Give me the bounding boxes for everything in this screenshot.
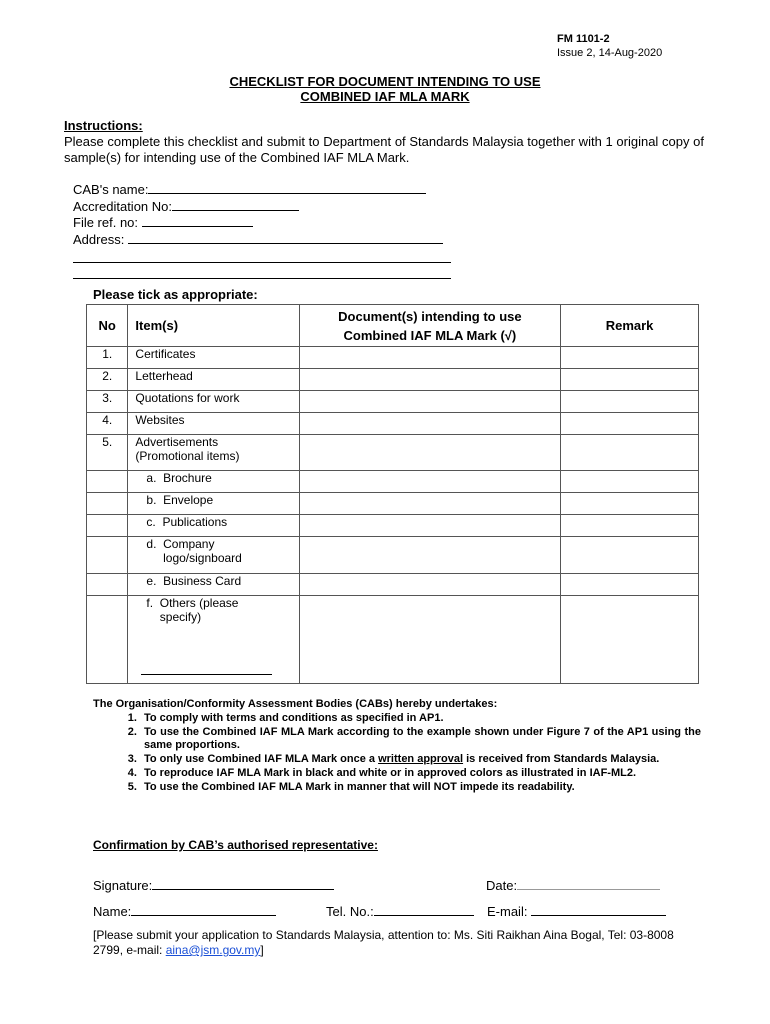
sub-item — [128, 515, 299, 537]
doc-tick-cell[interactable] — [299, 471, 561, 493]
doc-tick-cell[interactable] — [299, 574, 561, 596]
table-subrow — [87, 515, 699, 537]
sub-text-line-1: Others (please — [159, 596, 239, 610]
doc-tick-cell[interactable] — [299, 391, 561, 413]
title-line-2: COMBINED IAF MLA MARK — [300, 89, 470, 104]
sub-item — [128, 596, 299, 684]
sub-text: Publications — [162, 515, 228, 529]
remark-cell[interactable] — [561, 537, 699, 574]
remark-cell[interactable] — [561, 596, 699, 684]
sub-text-line-2: specify) — [159, 610, 202, 624]
tel-input[interactable] — [374, 903, 474, 916]
table-subrow — [87, 471, 699, 493]
sub-text — [160, 596, 239, 624]
remark-cell[interactable] — [561, 493, 699, 515]
sub-label: d. — [146, 537, 157, 551]
form-header — [557, 32, 662, 60]
title-line-1: CHECKLIST FOR DOCUMENT INTENDING TO USE — [229, 74, 541, 89]
sub-label: a. — [146, 471, 157, 485]
file-ref-row[interactable] — [73, 214, 463, 231]
note-text: [Please submit your application to Standards Malaysia, attention to: Ms. Siti Raikhan Aina Bogal, Tel: 03-8008 2799, e-mail: — [93, 928, 674, 957]
remark-cell[interactable] — [561, 515, 699, 537]
name-label: Name: — [93, 904, 132, 919]
cab-name-label: CAB's name: — [73, 182, 149, 197]
table-row — [87, 369, 699, 391]
doc-tick-cell[interactable] — [299, 537, 561, 574]
sub-item — [128, 574, 299, 596]
row-no: 2. — [87, 369, 128, 391]
col-doc-line-2: Combined IAF MLA Mark (√) — [343, 327, 517, 343]
email-label: E-mail: — [487, 904, 528, 919]
row-no: 5. — [87, 435, 128, 471]
col-remark: Remark — [561, 305, 699, 347]
row-item: Websites — [128, 413, 299, 435]
sub-text: Envelope — [163, 493, 214, 507]
sub-label: b. — [146, 493, 157, 507]
signature-input[interactable] — [152, 877, 334, 890]
cab-name-row[interactable] — [73, 181, 463, 198]
remark-cell[interactable] — [561, 435, 699, 471]
sub-item — [128, 493, 299, 515]
doc-tick-cell[interactable] — [299, 369, 561, 391]
sub-label: c. — [146, 515, 156, 529]
submission-note — [93, 928, 701, 958]
accreditation-row[interactable] — [73, 198, 463, 215]
file-ref-input[interactable] — [142, 214, 253, 227]
date-input[interactable] — [517, 877, 660, 890]
undertaking-item: 2. To use the Combined IAF MLA Mark according to the example shown under Figure 7 of the AP1 using the same proportions. — [140, 726, 701, 754]
table-header-row — [87, 305, 699, 347]
signature-row[interactable] — [93, 877, 334, 893]
table-row — [87, 435, 699, 471]
col-no: No — [87, 305, 128, 347]
sub-text: Brochure — [163, 471, 212, 485]
accreditation-input[interactable] — [172, 198, 299, 211]
row-item: Letterhead — [128, 369, 299, 391]
signature-label: Signature: — [93, 878, 153, 893]
tel-label: Tel. No.: — [326, 904, 374, 919]
accreditation-label: Accreditation No: — [73, 198, 172, 214]
tick-instruction: Please tick as appropriate: — [93, 287, 258, 302]
cab-name-input[interactable] — [148, 181, 426, 194]
others-specify-input[interactable] — [141, 664, 272, 675]
address-row[interactable] — [73, 231, 463, 248]
table-row — [87, 391, 699, 413]
sub-text-line-1: Company — [163, 537, 215, 551]
undertaking — [93, 698, 701, 795]
row-item-line-2: (Promotional items) — [135, 449, 240, 463]
remark-cell[interactable] — [561, 369, 699, 391]
table-subrow — [87, 596, 699, 684]
table-row — [87, 413, 699, 435]
table-subrow — [87, 537, 699, 574]
address-label: Address: — [73, 231, 125, 247]
instructions — [64, 118, 704, 166]
email-row[interactable] — [487, 903, 666, 919]
doc-tick-cell[interactable] — [299, 596, 561, 684]
name-input[interactable] — [131, 903, 276, 916]
sub-item — [128, 471, 299, 493]
col-items: Item(s) — [128, 305, 299, 347]
sub-label: f. — [146, 596, 154, 610]
sub-label: e. — [146, 574, 157, 588]
sub-no-cell — [87, 596, 128, 684]
confirmation-heading: Confirmation by CAB’s authorised representative: — [93, 838, 378, 852]
doc-tick-cell[interactable] — [299, 493, 561, 515]
remark-cell[interactable] — [561, 347, 699, 369]
note-close: ] — [260, 943, 264, 957]
date-row[interactable] — [486, 877, 660, 893]
remark-cell[interactable] — [561, 471, 699, 493]
doc-tick-cell[interactable] — [299, 347, 561, 369]
undertaking-item-3-post: is received from Standards Malaysia. — [466, 753, 660, 766]
tel-row[interactable] — [326, 903, 474, 919]
sub-no-cell — [87, 471, 128, 493]
table-row — [87, 347, 699, 369]
undertaking-list — [93, 712, 701, 795]
table-subrow — [87, 574, 699, 596]
sub-text: Business Card — [163, 574, 242, 588]
undertaking-item-3-pre: To only use Combined IAF MLA Mark once a — [144, 753, 376, 766]
remark-cell[interactable] — [561, 391, 699, 413]
doc-tick-cell[interactable] — [299, 515, 561, 537]
file-ref-label: File ref. no: — [73, 215, 139, 230]
address-input[interactable] — [128, 231, 443, 244]
sub-text-line-2: logo/signboard — [163, 551, 242, 565]
doc-tick-cell[interactable] — [299, 435, 561, 471]
row-no: 3. — [87, 391, 128, 413]
table-subrow — [87, 493, 699, 515]
undertaking-intro: The Organisation/Conformity Assessment Bodies (CABs) hereby undertakes: — [93, 698, 498, 710]
col-documents — [299, 305, 561, 347]
undertaking-item: 4. To reproduce IAF MLA Mark in black and white or in approved colors as illustrated in IAF-ML2. — [140, 767, 701, 781]
instructions-body: Please complete this checklist and submit to Department of Standards Malaysia together with 1 original copy of sample(s) for intending use of the Combined IAF MLA Mark. — [64, 134, 704, 165]
doc-tick-cell[interactable] — [299, 413, 561, 435]
undertaking-item: 1. To comply with terms and conditions as specified in AP1. — [140, 712, 701, 726]
sub-no-cell — [87, 537, 128, 574]
remark-cell[interactable] — [561, 413, 699, 435]
date-label: Date: — [486, 878, 518, 893]
undertaking-item — [140, 753, 701, 767]
contact-email-link[interactable]: aina@jsm.gov.my — [165, 943, 261, 957]
address-line-2[interactable] — [73, 248, 451, 263]
sub-no-cell — [87, 493, 128, 515]
undertaking-item: 5. To use the Combined IAF MLA Mark in manner that will NOT impede its readability. — [140, 781, 701, 795]
instructions-heading: Instructions: — [64, 118, 143, 133]
issue-date: Issue 2, 14-Aug-2020 — [557, 47, 663, 59]
row-no: 4. — [87, 413, 128, 435]
row-item: Quotations for work — [128, 391, 299, 413]
row-item-line-1: Advertisements — [135, 435, 219, 449]
sub-no-cell — [87, 574, 128, 596]
document-title — [0, 74, 770, 104]
row-item — [128, 435, 299, 471]
remark-cell[interactable] — [561, 574, 699, 596]
name-row[interactable] — [93, 903, 276, 919]
email-input[interactable] — [531, 903, 666, 916]
cab-fields — [73, 181, 463, 279]
sub-item — [128, 537, 299, 574]
address-line-3[interactable] — [73, 264, 451, 279]
checklist-table — [86, 304, 699, 684]
row-no: 1. — [87, 347, 128, 369]
sub-text — [163, 537, 242, 565]
row-item: Certificates — [128, 347, 299, 369]
sub-no-cell — [87, 515, 128, 537]
form-code: FM 1101-2 — [557, 33, 610, 45]
written-approval-text: written approval — [378, 753, 464, 766]
col-doc-line-1: Document(s) intending to use — [338, 308, 522, 324]
